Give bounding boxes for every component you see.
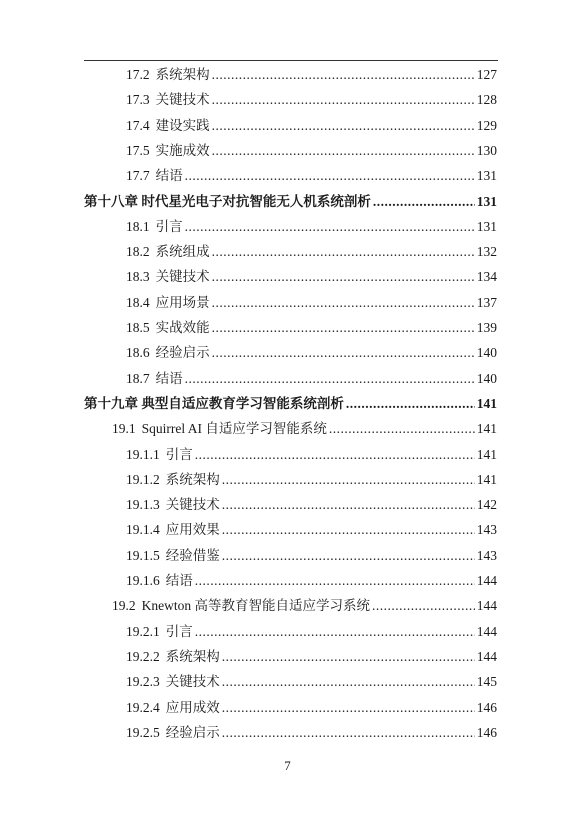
toc-entry[interactable] <box>126 117 497 135</box>
toc-entry-label <box>126 699 220 717</box>
toc-entry-page: 132 <box>476 244 497 260</box>
toc-entry-label <box>126 648 220 666</box>
dot-leader <box>212 344 475 362</box>
toc-entry[interactable] <box>112 597 497 615</box>
dot-leader <box>222 648 475 666</box>
toc-entry-number: 19.2.5 <box>126 724 160 740</box>
toc-entry-title: 建设实践 <box>155 117 210 133</box>
toc-entry-number: 19.1.3 <box>126 497 160 513</box>
toc-entry-label <box>126 673 220 691</box>
toc-entry-label <box>126 243 210 261</box>
toc-entry-page: 141 <box>476 471 497 487</box>
toc-entry-title: 实战效能 <box>155 320 210 335</box>
toc-entry-title: 结语 <box>155 370 183 386</box>
toc-entry-title: 关键技术 <box>155 92 210 108</box>
dot-leader <box>222 699 475 717</box>
toc-entry-label <box>126 218 183 236</box>
toc-entry-page: 128 <box>476 92 497 108</box>
toc-entry-label <box>126 294 210 312</box>
toc-entry[interactable] <box>126 547 497 565</box>
toc-entry[interactable] <box>112 420 497 438</box>
toc-entry-number: 18.5 <box>126 320 150 335</box>
toc-entry-number: 17.3 <box>126 92 150 108</box>
toc-entry-page: 131 <box>476 218 497 234</box>
page-number: 7 <box>284 758 291 773</box>
toc-entry-label <box>126 623 193 641</box>
toc-entry-title: 经验启示 <box>155 345 210 361</box>
toc-entry[interactable] <box>126 167 497 185</box>
toc-entry-page: 141 <box>476 446 497 462</box>
dot-leader <box>222 724 475 742</box>
toc-entry-label <box>126 724 220 742</box>
toc-entry-page: 145 <box>476 674 497 690</box>
toc-entry-number: 18.3 <box>126 269 150 285</box>
toc-entry[interactable] <box>126 572 497 590</box>
toc-entry-label <box>126 521 220 539</box>
dot-leader <box>185 167 475 185</box>
toc-entry[interactable] <box>126 471 497 489</box>
toc-entry-label <box>126 319 210 337</box>
toc-chapter-entry[interactable] <box>84 193 497 211</box>
toc-entry-page: 140 <box>476 345 497 361</box>
toc-entry-number: 17.5 <box>126 142 150 158</box>
toc-entry-title: 关键技术 <box>165 674 220 690</box>
toc-entry-label <box>84 193 371 211</box>
toc-entry-number: 19.1.4 <box>126 522 160 538</box>
toc-entry[interactable] <box>126 370 497 388</box>
toc-entry-title: 结语 <box>155 168 183 184</box>
toc-entry-title: 系统架构 <box>165 648 220 664</box>
toc-entry[interactable] <box>126 268 497 286</box>
toc-entry-page: 140 <box>476 370 497 386</box>
toc-entry-number: 17.7 <box>126 168 150 184</box>
toc-entry-page: 146 <box>476 699 497 715</box>
toc-entry-number: 17.2 <box>126 67 150 82</box>
toc-chapter-entry[interactable] <box>84 395 497 413</box>
toc-entry-number: 18.2 <box>126 244 150 260</box>
dot-leader <box>195 446 475 464</box>
dot-leader <box>185 370 475 388</box>
toc-entry-page: 139 <box>476 320 497 335</box>
toc-entry-label <box>112 597 370 615</box>
toc-entry-title: 应用成效 <box>165 699 220 715</box>
toc-entry-title: 系统组成 <box>155 244 210 260</box>
dot-leader <box>346 395 475 413</box>
toc-entry-title: 引言 <box>155 218 183 234</box>
toc-entry[interactable] <box>126 294 497 312</box>
toc-entry-label <box>126 547 220 565</box>
toc-entry[interactable] <box>126 446 497 464</box>
toc-entry-number: 18.1 <box>126 218 150 234</box>
toc-entry-label <box>126 66 210 84</box>
toc-entry[interactable] <box>126 673 497 691</box>
toc-entry-label <box>126 344 210 362</box>
dot-leader <box>212 117 475 135</box>
toc-entry-page: 144 <box>476 648 497 664</box>
toc-entry-label <box>112 420 327 438</box>
dot-leader <box>212 243 475 261</box>
toc-entry-page: 143 <box>476 522 497 538</box>
toc-entry-title: 引言 <box>165 623 193 639</box>
toc-entry-number: 19.2 <box>112 598 136 614</box>
toc-entry-number: 19.1.6 <box>126 573 160 588</box>
toc-entry-label <box>126 496 220 514</box>
toc-entry[interactable] <box>126 243 497 261</box>
toc-entry-label <box>126 471 220 489</box>
toc-entry-label <box>126 370 183 388</box>
toc-entry-page: 131 <box>476 193 497 209</box>
toc-entry-page: 127 <box>476 67 497 82</box>
toc-entry-title: 经验启示 <box>165 724 220 740</box>
toc-entry-page: 144 <box>476 573 497 588</box>
toc-entry[interactable] <box>126 699 497 717</box>
toc-entry-page: 142 <box>476 497 497 513</box>
dot-leader <box>222 496 475 514</box>
toc-entry-title: 应用效果 <box>165 522 220 538</box>
toc-entry-number: 19.2.2 <box>126 648 160 664</box>
dot-leader <box>212 319 475 337</box>
toc-entry-number: 19.1 <box>112 421 136 437</box>
dot-leader <box>222 521 475 539</box>
toc-entry-title: 第十八章 时代星光电子对抗智能无人机系统剖析 <box>84 193 371 209</box>
dot-leader <box>222 673 475 691</box>
toc-entry-label <box>126 91 210 109</box>
toc-entry-page: 134 <box>476 269 497 285</box>
toc-entry-number: 18.4 <box>126 294 150 310</box>
dot-leader <box>212 91 475 109</box>
toc-entry-title: Squirrel AI 自适应学习智能系统 <box>141 421 327 437</box>
toc-entry[interactable] <box>126 648 497 666</box>
toc-entry-title: 引言 <box>165 446 193 462</box>
dot-leader <box>212 268 475 286</box>
dot-leader <box>212 142 475 160</box>
toc-entry-page: 129 <box>476 117 497 133</box>
toc-entry-number: 19.1.5 <box>126 547 160 563</box>
toc-entry-title: 实施成效 <box>155 142 210 158</box>
toc-entry-page: 131 <box>476 168 497 184</box>
toc-entry-title: 系统架构 <box>155 67 210 82</box>
toc-entry-label <box>126 167 183 185</box>
toc-entry-title: 经验借鉴 <box>165 547 220 563</box>
toc-entry-title: 第十九章 典型自适应教育学习智能系统剖析 <box>84 395 344 411</box>
toc-entry-number: 19.1.1 <box>126 446 160 462</box>
toc-entry-number: 18.6 <box>126 345 150 361</box>
toc-entry-page: 141 <box>476 421 497 437</box>
toc-entry-title: 系统架构 <box>165 471 220 487</box>
toc-entry[interactable] <box>126 218 497 236</box>
toc-entry-label <box>126 142 210 160</box>
dot-leader <box>195 623 475 641</box>
toc-entry-label <box>126 572 193 590</box>
header-rule <box>84 60 498 61</box>
toc-entry-title: 结语 <box>165 573 193 588</box>
toc-entry-number: 17.4 <box>126 117 150 133</box>
toc-entry-number: 19.2.1 <box>126 623 160 639</box>
toc-entry[interactable] <box>126 623 497 641</box>
toc-entry-label <box>126 117 210 135</box>
toc-entry[interactable] <box>126 91 497 109</box>
toc-entry[interactable] <box>126 496 497 514</box>
toc-entry-title: 关键技术 <box>155 269 210 285</box>
toc-entry-page: 144 <box>476 623 497 639</box>
toc-entry-label <box>126 268 210 286</box>
toc-entry[interactable] <box>126 724 497 742</box>
dot-leader <box>195 572 475 590</box>
dot-leader <box>222 547 475 565</box>
dot-leader <box>212 66 475 84</box>
dot-leader <box>222 471 475 489</box>
toc-entry[interactable] <box>126 319 497 337</box>
toc-entry[interactable] <box>126 344 497 362</box>
toc-entry-page: 130 <box>476 142 497 158</box>
toc-entry-page: 141 <box>476 395 497 411</box>
toc-entry-label <box>84 395 344 413</box>
toc-entry[interactable] <box>126 521 497 539</box>
toc-entry-page: 137 <box>476 294 497 310</box>
toc-entry[interactable] <box>126 142 497 160</box>
toc-entry-number: 19.2.3 <box>126 674 160 690</box>
toc-entry-page: 146 <box>476 724 497 740</box>
toc-entry-number: 19.1.2 <box>126 471 160 487</box>
toc-entry-title: Knewton 高等教育智能自适应学习系统 <box>141 598 370 614</box>
toc-entry-title: 应用场景 <box>155 294 210 310</box>
toc-entry-page: 144 <box>476 598 497 614</box>
toc-entry-label <box>126 446 193 464</box>
toc-entry-title: 关键技术 <box>165 497 220 513</box>
dot-leader <box>212 294 475 312</box>
toc-entry-page: 143 <box>476 547 497 563</box>
toc-entry-number: 19.2.4 <box>126 699 160 715</box>
toc-entry-number: 18.7 <box>126 370 150 386</box>
dot-leader <box>185 218 475 236</box>
toc-entry[interactable] <box>126 66 497 84</box>
dot-leader <box>329 420 475 438</box>
dot-leader <box>373 193 475 211</box>
dot-leader <box>372 597 475 615</box>
